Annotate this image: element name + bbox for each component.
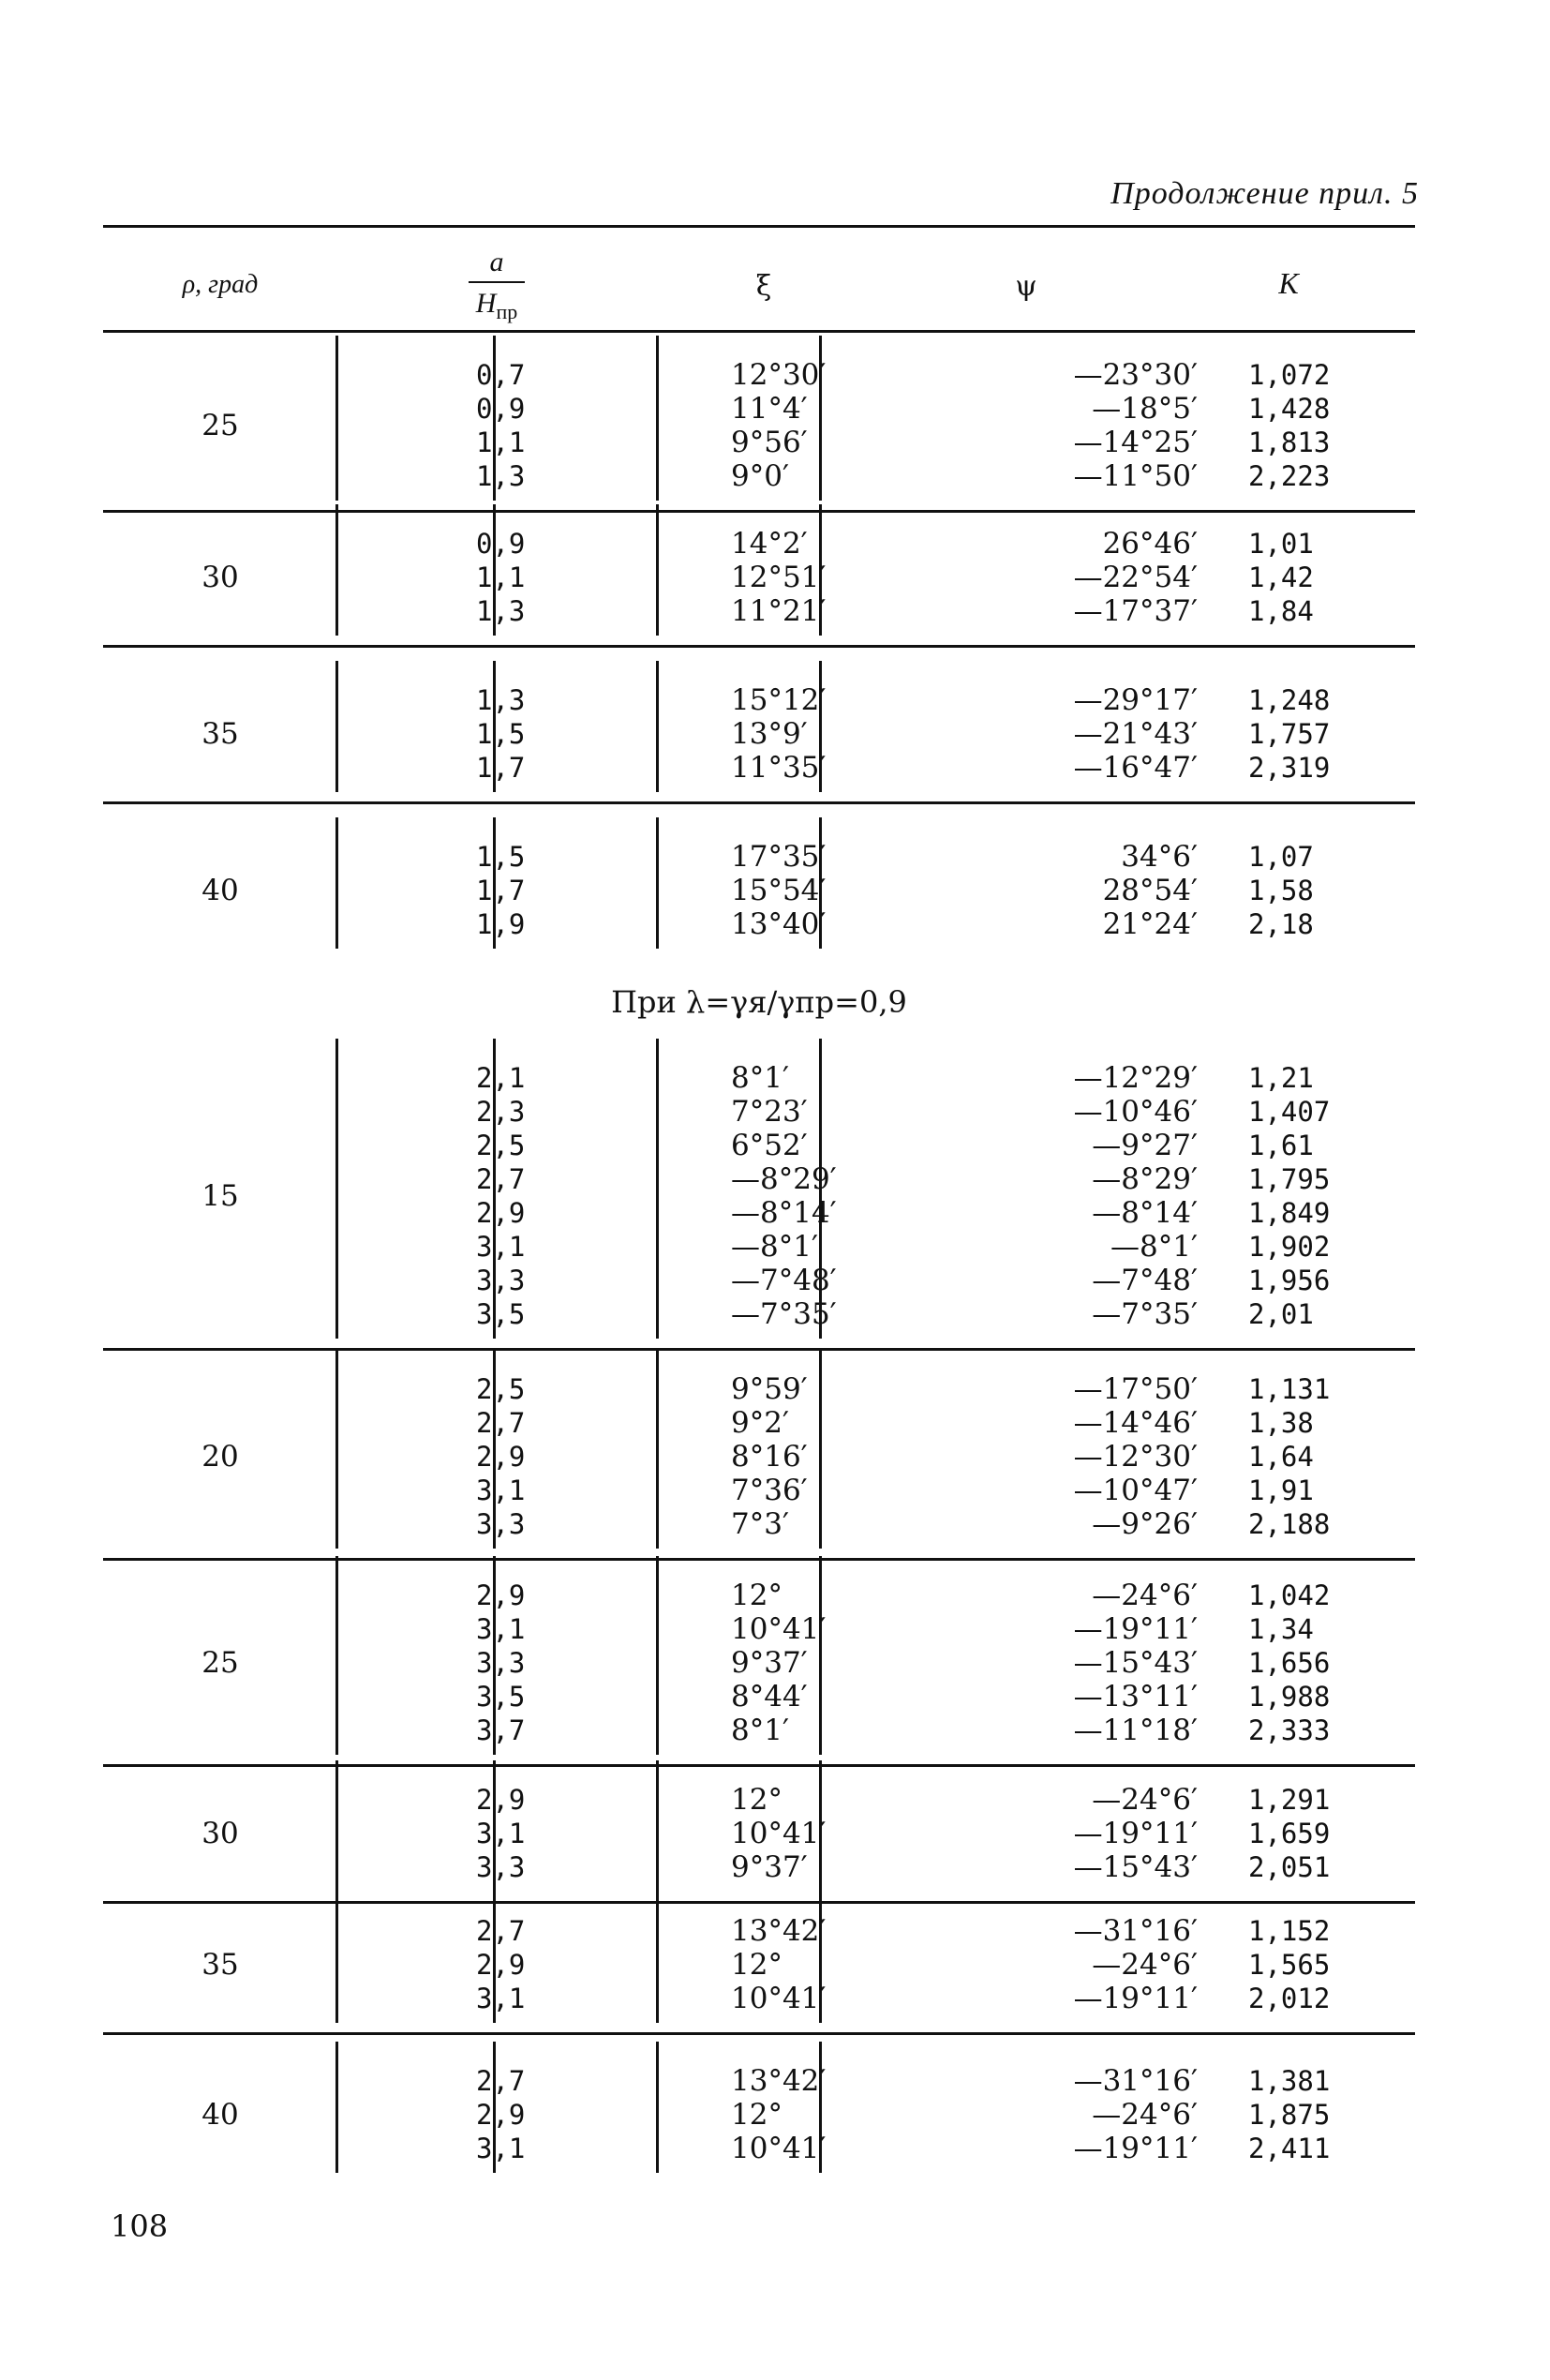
table-cell-a: 2,9 — [476, 1949, 526, 1981]
column-rule — [819, 1350, 822, 1549]
rho-value: 25 — [201, 409, 239, 442]
table-cell-xi: —8°14′ — [731, 1196, 837, 1230]
table-cell-k: 1,58 — [1248, 875, 1314, 906]
table-cell-psi: —23°30′ — [1073, 358, 1198, 392]
table-cell-psi: —9°26′ — [1092, 1507, 1198, 1541]
table-cell-xi: —7°35′ — [731, 1297, 837, 1331]
table-cell-a: 1,7 — [476, 752, 526, 784]
table-cell-k: 1,757 — [1248, 718, 1331, 750]
rho-value: 25 — [201, 1646, 239, 1680]
table-cell-psi: —29°17′ — [1073, 683, 1198, 717]
table-cell-k: 1,381 — [1248, 2065, 1331, 2097]
table-cell-a: 3,3 — [476, 1851, 526, 1883]
table-cell-xi: 7°23′ — [731, 1095, 808, 1129]
table-cell-psi: —14°25′ — [1073, 426, 1198, 459]
table-cell-a: 1,3 — [476, 684, 526, 716]
table-cell-xi: 12° — [731, 1948, 782, 1982]
table-cell-k: 2,333 — [1248, 1714, 1331, 1746]
table-top-rule — [103, 225, 1415, 228]
table-cell-psi: —11°18′ — [1073, 1714, 1198, 1747]
table-cell-k: 1,34 — [1248, 1613, 1314, 1645]
table-cell-xi: 10°41′ — [731, 1982, 827, 2015]
rho-value: 30 — [201, 561, 239, 594]
column-rule — [819, 1556, 822, 1755]
table-cell-a: 3,3 — [476, 1508, 526, 1540]
table-cell-psi: —15°43′ — [1073, 1646, 1198, 1680]
table-cell-a: 3,1 — [476, 1231, 526, 1263]
table-cell-xi: 13°42′ — [731, 1914, 827, 1948]
table-cell-a: 3,7 — [476, 1714, 526, 1746]
group-rule — [103, 1348, 1415, 1351]
table-cell-a: 1,9 — [476, 908, 526, 940]
table-cell-k: 2,188 — [1248, 1508, 1331, 1540]
table-cell-xi: 13°42′ — [731, 2064, 827, 2098]
group-rule — [103, 1558, 1415, 1561]
table-cell-k: 1,152 — [1248, 1915, 1331, 1947]
table-cell-k: 1,01 — [1248, 528, 1314, 560]
table-cell-xi: 13°40′ — [731, 907, 827, 941]
table-cell-xi: —7°48′ — [731, 1264, 837, 1297]
rho-value: 30 — [201, 1817, 239, 1850]
table-cell-a: 0,7 — [476, 359, 526, 391]
table-cell-psi: —17°37′ — [1073, 594, 1198, 628]
table-cell-k: 1,956 — [1248, 1265, 1331, 1296]
table-cell-psi: —7°48′ — [1092, 1264, 1198, 1297]
table-cell-xi: 13°9′ — [731, 717, 808, 751]
table-cell-xi: 8°1′ — [731, 1714, 789, 1747]
rho-value: 15 — [201, 1179, 239, 1213]
column-rule — [656, 817, 659, 949]
table-cell-xi: 12°30′ — [731, 358, 827, 392]
column-rule — [656, 1892, 659, 2023]
table-cell-xi: 9°37′ — [731, 1850, 808, 1884]
table-cell-k: 1,42 — [1248, 561, 1314, 593]
table-cell-k: 2,319 — [1248, 752, 1331, 784]
table-cell-psi: —13°11′ — [1073, 1680, 1198, 1714]
table-cell-xi: 11°21′ — [731, 594, 827, 628]
table-cell-k: 1,795 — [1248, 1163, 1331, 1195]
table-cell-xi: 6°52′ — [731, 1129, 808, 1162]
column-rule — [656, 1350, 659, 1549]
table-cell-a: 2,5 — [476, 1373, 526, 1405]
table-cell-xi: 11°4′ — [731, 392, 808, 426]
table-cell-k: 1,291 — [1248, 1784, 1331, 1816]
table-cell-psi: —22°54′ — [1073, 561, 1198, 594]
table-cell-a: 3,1 — [476, 1474, 526, 1506]
table-cell-k: 1,21 — [1248, 1062, 1314, 1094]
table-cell-xi: 8°16′ — [731, 1440, 808, 1474]
table-cell-k: 1,407 — [1248, 1096, 1331, 1128]
group-rule — [103, 510, 1415, 513]
table-cell-a: 1,3 — [476, 595, 526, 627]
table-cell-a: 3,3 — [476, 1647, 526, 1679]
column-rule — [656, 661, 659, 792]
table-cell-a: 1,5 — [476, 841, 526, 873]
table-cell-xi: 9°2′ — [731, 1406, 789, 1440]
column-rule — [656, 1760, 659, 1892]
column-rule — [656, 1556, 659, 1755]
table-cell-a: 3,1 — [476, 1613, 526, 1645]
table-cell-a: 2,9 — [476, 1441, 526, 1473]
table-cell-psi: —24°6′ — [1092, 1783, 1198, 1817]
table-cell-psi: —15°43′ — [1073, 1850, 1198, 1884]
table-cell-a: 0,9 — [476, 393, 526, 425]
table-cell-xi: 10°41′ — [731, 2132, 827, 2165]
table-cell-psi: —19°11′ — [1073, 1817, 1198, 1850]
table-cell-k: 2,411 — [1248, 2133, 1331, 2164]
header-k: K — [1278, 266, 1299, 300]
table-cell-xi: 7°3′ — [731, 1507, 789, 1541]
table-cell-k: 1,988 — [1248, 1681, 1331, 1713]
table-cell-psi: —19°11′ — [1073, 1982, 1198, 2015]
table-cell-a: 0,9 — [476, 528, 526, 560]
table-cell-xi: 12°51′ — [731, 561, 827, 594]
rho-value: 35 — [201, 1948, 239, 1982]
table-cell-k: 2,18 — [1248, 908, 1314, 940]
table-cell-a: 2,1 — [476, 1062, 526, 1094]
table-cell-a: 3,1 — [476, 2133, 526, 2164]
table-cell-a: 2,9 — [476, 1784, 526, 1816]
table-cell-psi: —24°6′ — [1092, 1579, 1198, 1612]
table-cell-psi: —12°30′ — [1073, 1440, 1198, 1474]
header-psi: ψ — [1015, 270, 1037, 303]
table-cell-a: 1,3 — [476, 460, 526, 492]
table-cell-k: 1,875 — [1248, 2099, 1331, 2131]
table-cell-xi: 10°41′ — [731, 1817, 827, 1850]
table-cell-a: 2,7 — [476, 1163, 526, 1195]
table-cell-k: 1,659 — [1248, 1818, 1331, 1849]
subheading: При λ=γя/γпр=0,9 — [611, 984, 907, 1020]
table-cell-k: 1,91 — [1248, 1474, 1314, 1506]
table-cell-psi: —24°6′ — [1092, 1948, 1198, 1982]
table-cell-psi: —18°5′ — [1092, 392, 1198, 426]
table-cell-xi: 7°36′ — [731, 1474, 808, 1507]
table-cell-k: 1,565 — [1248, 1949, 1331, 1981]
group-rule — [103, 2032, 1415, 2035]
table-cell-a: 2,7 — [476, 2065, 526, 2097]
table-cell-xi: 8°1′ — [731, 1061, 789, 1095]
table-cell-a: 2,3 — [476, 1096, 526, 1128]
table-cell-psi: —17°50′ — [1073, 1372, 1198, 1406]
table-cell-k: 1,64 — [1248, 1441, 1314, 1473]
table-cell-a: 3,5 — [476, 1298, 526, 1330]
rho-value: 20 — [201, 1440, 239, 1474]
column-rule — [656, 1039, 659, 1339]
table-cell-xi: 12° — [731, 1783, 782, 1817]
table-cell-k: 1,248 — [1248, 684, 1331, 716]
table-cell-psi: —24°6′ — [1092, 2098, 1198, 2132]
rho-value: 40 — [201, 874, 239, 907]
header-xi: ξ — [755, 270, 772, 303]
table-cell-psi: —12°29′ — [1073, 1061, 1198, 1095]
table-cell-k: 1,849 — [1248, 1197, 1331, 1229]
table-cell-psi: —14°46′ — [1073, 1406, 1198, 1440]
table-cell-k: 2,012 — [1248, 1983, 1331, 2014]
table-cell-psi: —7°35′ — [1092, 1297, 1198, 1331]
table-cell-xi: 9°0′ — [731, 459, 789, 493]
table-cell-xi: 15°54′ — [731, 874, 827, 907]
table-cell-xi: 14°2′ — [731, 527, 808, 561]
table-cell-psi: 28°54′ — [1102, 874, 1198, 907]
table-cell-a: 1,7 — [476, 875, 526, 906]
header-bottom-rule — [103, 330, 1415, 333]
table-cell-k: 1,902 — [1248, 1231, 1331, 1263]
table-cell-xi: 8°44′ — [731, 1680, 808, 1714]
table-cell-k: 1,428 — [1248, 393, 1331, 425]
table-cell-psi: —31°16′ — [1073, 1914, 1198, 1948]
table-cell-k: 1,813 — [1248, 427, 1331, 458]
header-a-denominator: $H_{пр}$ — [475, 288, 518, 323]
column-rule — [656, 336, 659, 501]
table-cell-psi: 21°24′ — [1102, 907, 1198, 941]
table-cell-xi: 9°59′ — [731, 1372, 808, 1406]
table-cell-xi: —8°29′ — [731, 1162, 837, 1196]
table-cell-a: 1,1 — [476, 561, 526, 593]
table-cell-psi: —31°16′ — [1073, 2064, 1198, 2098]
table-cell-xi: 11°35′ — [731, 751, 827, 785]
header-rho: ρ, град — [182, 270, 259, 299]
table-cell-k: 1,84 — [1248, 595, 1314, 627]
table-cell-k: 1,07 — [1248, 841, 1314, 873]
table-cell-a: 3,5 — [476, 1681, 526, 1713]
table-cell-psi: —9°27′ — [1092, 1129, 1198, 1162]
table-cell-k: 1,072 — [1248, 359, 1331, 391]
table-cell-k: 1,38 — [1248, 1407, 1314, 1439]
table-cell-xi: —8°1′ — [731, 1230, 818, 1264]
table-cell-k: 1,656 — [1248, 1647, 1331, 1679]
table-cell-k: 1,131 — [1248, 1373, 1331, 1405]
table-cell-xi: 12° — [731, 1579, 782, 1612]
table-cell-xi: 12° — [731, 2098, 782, 2132]
table-cell-k: 1,042 — [1248, 1579, 1331, 1611]
table-cell-psi: —8°14′ — [1092, 1196, 1198, 1230]
table-cell-a: 2,5 — [476, 1130, 526, 1161]
page-number: 108 — [111, 2208, 169, 2244]
table-cell-a: 3,1 — [476, 1983, 526, 2014]
header-a-numerator: a — [489, 247, 504, 277]
table-cell-k: 2,051 — [1248, 1851, 1331, 1883]
table-cell-xi: 9°37′ — [731, 1646, 808, 1680]
data-table — [103, 225, 1415, 2175]
table-cell-a: 2,9 — [476, 1197, 526, 1229]
table-cell-psi: —11°50′ — [1073, 459, 1198, 493]
table-cell-k: 2,01 — [1248, 1298, 1314, 1330]
table-cell-psi: —19°11′ — [1073, 2132, 1198, 2165]
group-rule — [103, 1764, 1415, 1767]
table-cell-psi: —16°47′ — [1073, 751, 1198, 785]
table-cell-psi: —19°11′ — [1073, 1612, 1198, 1646]
rho-value: 35 — [201, 717, 239, 751]
column-rule — [656, 2042, 659, 2173]
table-caption: Продолжение прил. 5 — [1110, 176, 1419, 211]
table-cell-xi: 9°56′ — [731, 426, 808, 459]
table-cell-a: 3,3 — [476, 1265, 526, 1296]
table-cell-psi: 26°46′ — [1102, 527, 1198, 561]
table-cell-a: 2,9 — [476, 2099, 526, 2131]
table-cell-psi: 34°6′ — [1121, 840, 1198, 874]
group-rule — [103, 801, 1415, 804]
table-cell-xi: 15°12′ — [731, 683, 827, 717]
table-cell-a: 2,7 — [476, 1915, 526, 1947]
table-cell-k: 1,61 — [1248, 1130, 1314, 1161]
header-a-ratio — [375, 246, 619, 329]
table-cell-a: 1,5 — [476, 718, 526, 750]
table-cell-a: 2,9 — [476, 1579, 526, 1611]
table-cell-psi: —10°46′ — [1073, 1095, 1198, 1129]
table-cell-psi: —21°43′ — [1073, 717, 1198, 751]
group-rule — [103, 645, 1415, 648]
fraction-bar — [469, 281, 525, 283]
table-cell-a: 1,1 — [476, 427, 526, 458]
table-cell-a: 2,7 — [476, 1407, 526, 1439]
table-cell-psi: —8°1′ — [1110, 1230, 1198, 1264]
table-cell-k: 2,223 — [1248, 460, 1331, 492]
table-cell-psi: —10°47′ — [1073, 1474, 1198, 1507]
group-rule — [103, 1901, 1415, 1904]
table-cell-xi: 17°35′ — [731, 840, 827, 874]
column-rule — [656, 504, 659, 636]
rho-value: 40 — [201, 2098, 239, 2132]
table-cell-a: 3,1 — [476, 1818, 526, 1849]
table-cell-psi: —8°29′ — [1092, 1162, 1198, 1196]
table-cell-xi: 10°41′ — [731, 1612, 827, 1646]
